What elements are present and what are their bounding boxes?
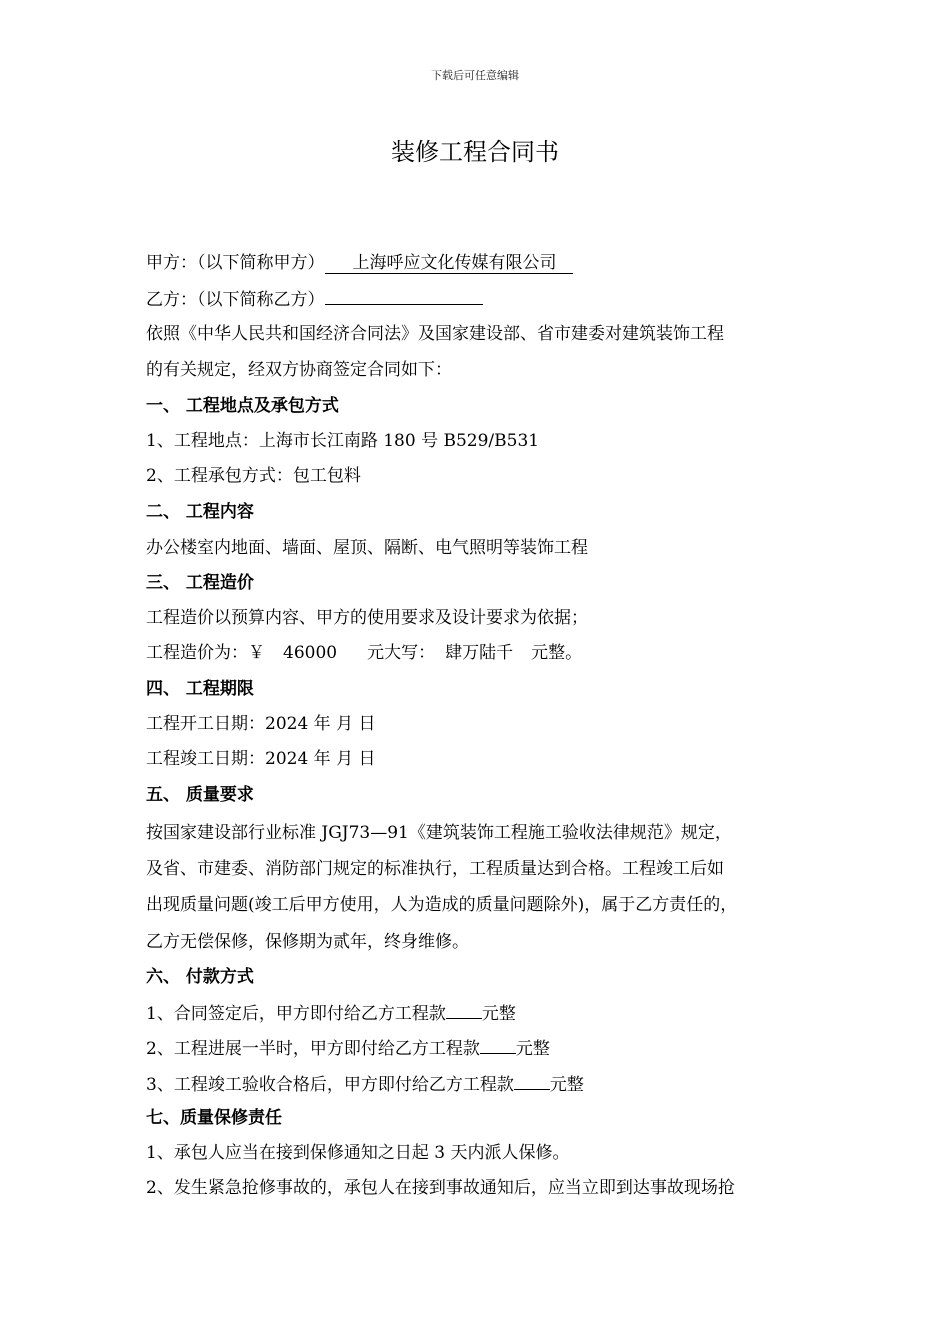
payment-2-blank	[480, 1035, 516, 1054]
intro-line-2: 的有关规定，经双方协商签定合同如下：	[146, 360, 452, 380]
party-a-label: 甲方：（以下简称甲方）	[146, 253, 325, 273]
section-7-item-1: 1、承包人应当在接到保修通知之日起 3 天内派人保修。	[146, 1143, 570, 1163]
payment-1-text: 1、合同签定后，甲方即付给乙方工程款	[146, 1004, 446, 1024]
payment-1-unit: 元整	[481, 1004, 516, 1024]
price-label: 工程造价为：￥	[146, 643, 265, 663]
section-2-heading: 二、 工程内容	[146, 502, 254, 522]
section-3-basis: 工程造价以预算内容、甲方的使用要求及设计要求为依据；	[146, 608, 588, 628]
section-3-price-line	[146, 641, 826, 665]
section-6-item-2	[146, 1035, 826, 1061]
section-4-heading: 四、 工程期限	[146, 679, 254, 699]
section-5-line-4: 乙方无偿保修，保修期为贰年，终身维修。	[146, 932, 469, 952]
party-a-line	[146, 251, 826, 275]
price-unit: 元大写：	[367, 643, 436, 663]
section-7-item-2: 2、发生紧急抢修事故的，承包人在接到事故通知后，应当立即到达事故现场抢	[146, 1178, 735, 1198]
section-3-heading: 三、 工程造价	[146, 573, 254, 593]
section-6-heading: 六、 付款方式	[146, 967, 254, 987]
party-a-name: 上海呼应文化传媒有限公司	[325, 253, 573, 274]
section-1-item-2: 2、工程承包方式：包工包料	[146, 466, 361, 486]
section-5-heading: 五、 质量要求	[146, 785, 254, 805]
price-value: 46000	[283, 643, 338, 663]
party-b-line	[146, 286, 826, 312]
page-header-note: 下载后可任意编辑	[431, 69, 519, 82]
party-b-label: 乙方：（以下简称乙方）	[146, 290, 325, 310]
payment-3-blank	[514, 1071, 550, 1090]
intro-line-1: 依照《中华人民共和国经济合同法》及国家建设部、省市建委对建筑装饰工程	[146, 324, 724, 344]
section-6-item-3	[146, 1071, 826, 1097]
payment-2-text: 2、工程进展一半时，甲方即付给乙方工程款	[146, 1039, 480, 1059]
price-end: 元整。	[531, 643, 583, 663]
section-2-text: 办公楼室内地面、墙面、屋顶、隔断、电气照明等装饰工程	[146, 538, 588, 558]
document-title: 装修工程合同书	[391, 138, 559, 166]
section-5-line-2: 及省、市建委、消防部门规定的标准执行，工程质量达到合格。工程竣工后如	[146, 859, 724, 879]
section-5-line-3: 出现质量问题(竣工后甲方使用，人为造成的质量问题除外)，属于乙方责任的，	[146, 895, 738, 915]
section-6-item-1	[146, 1000, 826, 1026]
section-7-heading: 七、质量保修责任	[146, 1108, 282, 1128]
payment-1-blank	[446, 1000, 482, 1019]
section-5-line-1: 按国家建设部行业标准 JGJ73—91《建筑装饰工程施工验收法律规范》规定，	[146, 823, 732, 843]
party-b-blank	[325, 286, 483, 305]
payment-3-text: 3、工程竣工验收合格后，甲方即付给乙方工程款	[146, 1075, 514, 1095]
payment-3-unit: 元整	[549, 1075, 584, 1095]
price-words: 肆万陆千	[445, 643, 514, 663]
section-4-end-date: 工程竣工日期：2024 年 月 日	[146, 749, 376, 769]
section-1-heading: 一、 工程地点及承包方式	[146, 396, 339, 416]
section-1-item-1: 1、工程地点：上海市长江南路 180 号 B529/B531	[146, 431, 540, 451]
section-4-start-date: 工程开工日期：2024 年 月 日	[146, 714, 376, 734]
payment-2-unit: 元整	[515, 1039, 550, 1059]
